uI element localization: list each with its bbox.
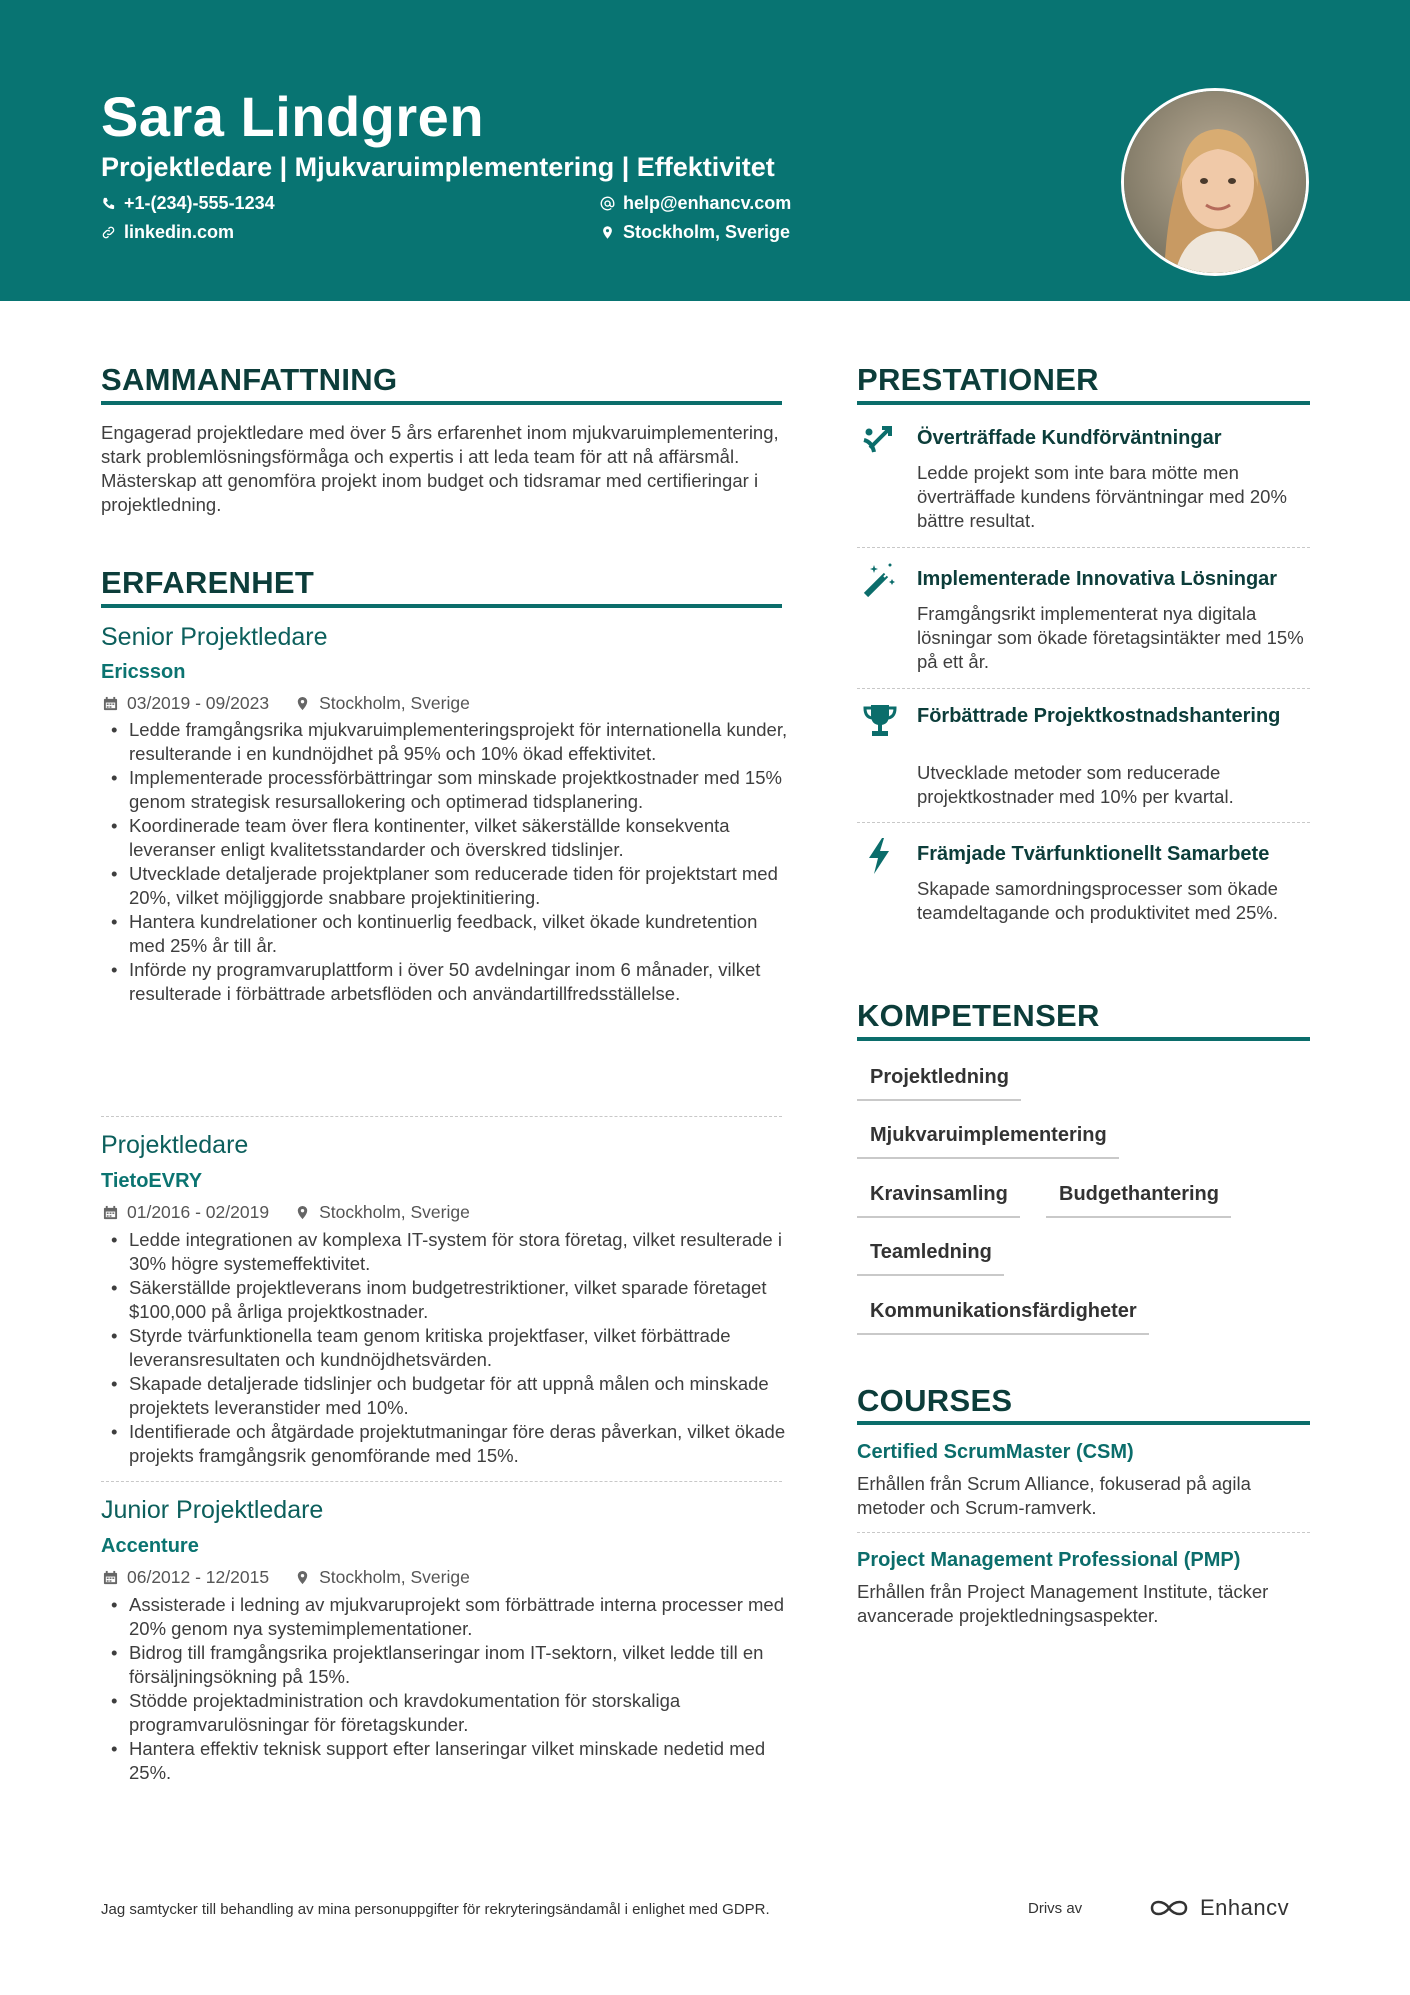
- job-location: [295, 1567, 470, 1588]
- achievement-title: Främjade Tvärfunktionellt Samarbete: [917, 843, 1270, 865]
- job-bullet: • Skapade detaljerade tidslinjer och budgetar för att uppnå målen och minskade projektets leveranstider med 10%.: [101, 1372, 791, 1420]
- job-location-text: Stockholm, Sverige: [319, 693, 470, 713]
- achievement-text: Skapade samordningsprocesser som ökade teamdeltagande och produktivitet med 25%.: [917, 878, 1278, 923]
- job-company: Accenture: [101, 1535, 199, 1557]
- lightning-bolt-icon: [860, 836, 900, 876]
- job-meta: [103, 693, 470, 714]
- job-bullet: • Koordinerade team över flera kontinenter, vilket säkerställde konsekventa leveranser enligt kvalitetsstandarder och överskred tidslinjer.: [101, 814, 791, 862]
- candidate-subtitle: Projektledare | Mjukvaruimplementering | Effektivitet: [101, 152, 775, 182]
- infinity-logo-icon: [1146, 1896, 1192, 1920]
- job-role: Junior Projektledare: [101, 1496, 324, 1524]
- job-bullet: • Utvecklade detaljerade projektplaner som reducerade tiden för projektstart med 20%, vilket möjliggjorde snabbare projektinitiering.: [101, 862, 791, 910]
- job-location: [295, 1202, 470, 1223]
- profile-photo: [1121, 88, 1309, 276]
- job-location-text: Stockholm, Sverige: [319, 1567, 470, 1587]
- calendar-icon: [103, 696, 118, 711]
- job-bullet: • Ledde framgångsrika mjukvaruimplementeringsprojekt för internationella kunder, resulterande i en kundnöjdhet på 95% och 10% ökad effektivitet.: [101, 718, 791, 766]
- job-bullet: • Identifierade och åtgärdade projektutmaningar före deras påverkan, vilket ökade projekts framgångsrik genomförande med 15%.: [101, 1420, 791, 1468]
- gdpr-consent: Jag samtycker till behandling av mina personuppgifter för rekryteringsändamål i enlighet med GDPR.: [101, 1901, 770, 1918]
- contact-location: [600, 222, 790, 243]
- summary-rule: [101, 401, 782, 405]
- contact-linkedin[interactable]: [101, 222, 234, 243]
- skill-tag: Projektledning: [857, 1066, 1021, 1101]
- location-pin-icon: [295, 696, 310, 711]
- job-role: Senior Projektledare: [101, 623, 328, 651]
- achievement-text: Utvecklade metoder som reducerade projektkostnader med 10% per kvartal.: [917, 762, 1234, 807]
- skill-tag: Teamledning: [857, 1241, 1004, 1276]
- job-bullets: [101, 1593, 791, 1785]
- experience-heading: ERFARENHET: [101, 565, 315, 600]
- contact-email[interactable]: [600, 193, 791, 214]
- skills-heading: KOMPETENSER: [857, 998, 1100, 1033]
- job-meta: [103, 1202, 470, 1223]
- email-text: help@enhancv.com: [623, 193, 792, 213]
- job-bullet: • Stödde projektadministration och kravdokumentation för storskaliga programvarulösningar för företagskunder.: [101, 1689, 791, 1737]
- job-dates: 01/2016 - 02/2019: [127, 1202, 270, 1222]
- job-location-text: Stockholm, Sverige: [319, 1202, 470, 1222]
- job-bullet: • Hantera effektiv teknisk support efter lanseringar vilket minskade nedetid med 25%.: [101, 1737, 791, 1785]
- job-location: [295, 693, 470, 714]
- phone-icon: [101, 196, 116, 211]
- achievement-text: Ledde projekt som inte bara mötte men överträffade kundens förväntningar med 20% bättre resultat.: [917, 462, 1287, 531]
- location-pin-icon: [295, 1205, 310, 1220]
- calendar-icon: [103, 1205, 118, 1220]
- target-arrow-icon: [860, 420, 900, 460]
- job-bullets: [101, 1228, 791, 1468]
- skills-rule: [857, 1037, 1310, 1041]
- job-dates: 03/2019 - 09/2023: [127, 693, 270, 713]
- achievement-divider: [857, 822, 1310, 823]
- achievement-text: Framgångsrikt implementerat nya digitala lösningar som ökade företagsintäkter med 15% på ett år.: [917, 603, 1304, 672]
- job-meta: [103, 1567, 470, 1588]
- job-role: Projektledare: [101, 1131, 249, 1159]
- course-divider: [857, 1532, 1310, 1533]
- enhancv-logo[interactable]: [1146, 1895, 1289, 1921]
- job-bullet: • Styrde tvärfunktionella team genom kritiska projektfaser, vilket förbättrade leveransresultaten och kundnöjdhetsvärden.: [101, 1324, 791, 1372]
- job-divider: [101, 1481, 782, 1482]
- skill-tag: Kommunikationsfärdigheter: [857, 1300, 1149, 1335]
- powered-by-label: Drivs av: [1028, 1900, 1083, 1917]
- achievement-title: Implementerade Innovativa Lösningar: [917, 568, 1278, 590]
- experience-rule: [101, 604, 782, 608]
- achievement-title: Överträffade Kundförväntningar: [917, 427, 1222, 449]
- phone-text: +1-(234)-555-1234: [124, 193, 275, 213]
- job-bullet: • Hantera kundrelationer och kontinuerlig feedback, vilket ökade kundretention med 25% år till år.: [101, 910, 791, 958]
- summary-text: Engagerad projektledare med över 5 års erfarenhet inom mjukvaruimplementering, stark problemlösningsförmåga och expertis i att leda team för att nå affärsmål. Mästerskap att genomföra projekt inom budget och tidsramar med certifieringar i projektledning.: [101, 422, 779, 515]
- magic-wand-icon: [860, 561, 900, 601]
- job-bullet: • Införde ny programvaruplattform i över 50 avdelningar inom 6 månader, vilket resulterade i förbättrade arbetsflöden och användartillfredsställelse.: [101, 958, 791, 1006]
- candidate-name: Sara Lindgren: [101, 85, 485, 148]
- job-dates: 06/2012 - 12/2015: [127, 1567, 270, 1587]
- achievement-divider: [857, 688, 1310, 689]
- course-title: Project Management Professional (PMP): [857, 1549, 1241, 1571]
- job-bullet: • Ledde integrationen av komplexa IT-system för stora företag, vilket resulterade i 30% högre systemeffektivitet.: [101, 1228, 791, 1276]
- linkedin-text: linkedin.com: [124, 222, 235, 242]
- achievements-heading: PRESTATIONER: [857, 362, 1099, 397]
- at-icon: [600, 196, 615, 211]
- skill-tag: Budgethantering: [1046, 1183, 1231, 1218]
- link-icon: [101, 225, 116, 240]
- job-company: TietoEVRY: [101, 1170, 203, 1192]
- course-text: Erhållen från Project Management Institute, täcker avancerade projektledningsaspekter.: [857, 1581, 1269, 1626]
- course-text: Erhållen från Scrum Alliance, fokuserad på agila metoder och Scrum-ramverk.: [857, 1473, 1251, 1518]
- job-divider: [101, 1116, 782, 1117]
- job-bullet: • Säkerställde projektleverans inom budgetrestriktioner, vilket sparade företaget $100,000 på årliga projektkostnader.: [101, 1276, 791, 1324]
- skill-tag: Kravinsamling: [857, 1183, 1020, 1218]
- summary-heading: SAMMANFATTNING: [101, 362, 398, 397]
- job-bullet: • Assisterade i ledning av mjukvaruprojekt som förbättrade interna processer med 20% genom nya systemimplementationer.: [101, 1593, 791, 1641]
- brand-name: Enhancv: [1200, 1895, 1290, 1920]
- trophy-icon: [860, 701, 900, 741]
- courses-rule: [857, 1421, 1310, 1425]
- courses-heading: COURSES: [857, 1383, 1013, 1418]
- job-bullet: • Bidrog till framgångsrika projektlanseringar inom IT-sektorn, vilket ledde till en försäljningsökning på 15%.: [101, 1641, 791, 1689]
- job-company: Ericsson: [101, 661, 186, 683]
- course-title: Certified ScrumMaster (CSM): [857, 1441, 1134, 1463]
- job-bullets: [101, 718, 791, 1006]
- achievement-title: Förbättrade Projektkostnadshantering: [917, 705, 1281, 727]
- job-bullet: • Implementerade processförbättringar som minskade projektkostnader med 15% genom strategisk resursallokering och optimerad tidsplanering.: [101, 766, 791, 814]
- skill-tag: Mjukvaruimplementering: [857, 1124, 1119, 1159]
- achievement-divider: [857, 547, 1310, 548]
- location-pin-icon: [295, 1570, 310, 1585]
- achievements-rule: [857, 401, 1310, 405]
- location-pin-icon: [600, 225, 615, 240]
- contact-phone[interactable]: [101, 193, 275, 214]
- location-text: Stockholm, Sverige: [623, 222, 791, 242]
- header-banner: [0, 0, 1410, 301]
- calendar-icon: [103, 1570, 118, 1585]
